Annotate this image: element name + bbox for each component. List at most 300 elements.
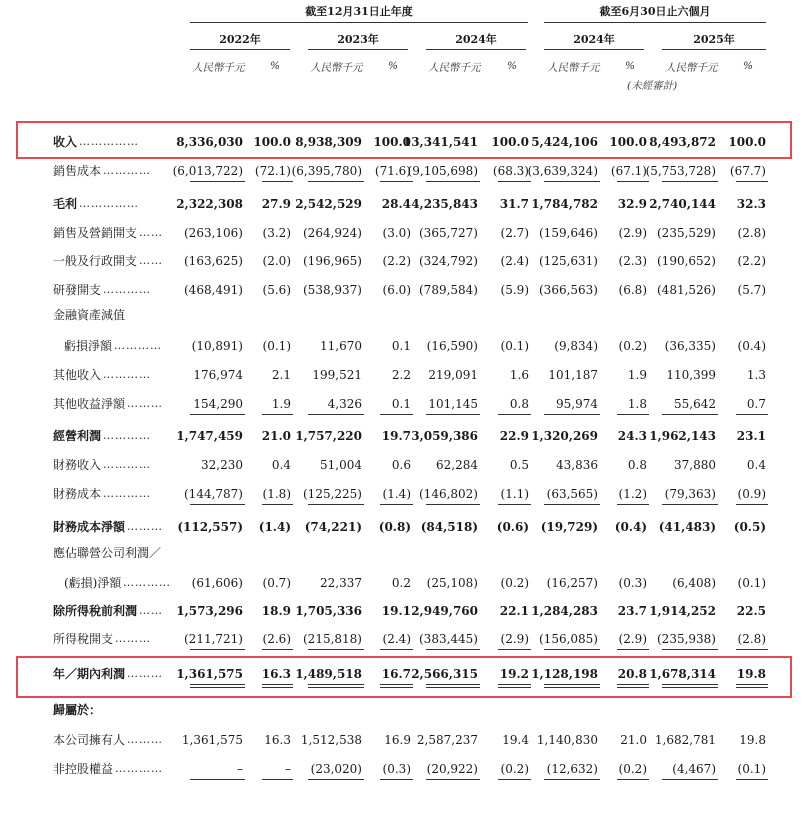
table-row (0, 304, 810, 326)
table-row (0, 758, 810, 780)
table-row (0, 279, 810, 301)
underline (262, 414, 293, 415)
percent-cell: (1.4) (382, 487, 411, 501)
percent-cell: 21.0 (261, 429, 291, 443)
amount-cell: (19,729) (540, 520, 598, 534)
percent-cell: (5.6) (262, 283, 291, 297)
year-header-h1-2024: 2024年 (573, 33, 615, 46)
underline (308, 181, 364, 182)
row-leader-dots: ………… (103, 458, 151, 471)
percent-cell: (0.1) (500, 339, 529, 353)
amount-cell: (789,584) (419, 283, 478, 297)
unit-pct-h1-2025: % (743, 60, 753, 72)
underline (190, 181, 245, 182)
amount-cell: 55,642 (674, 397, 716, 411)
row-leader-dots: ………… (115, 762, 163, 775)
percent-cell: 16.9 (384, 733, 411, 747)
table-row (0, 222, 810, 244)
amount-cell: (74,221) (304, 520, 362, 534)
row-label: 本公司擁有人 (53, 733, 126, 747)
underline (426, 414, 480, 415)
row-leader-dots: ………… (103, 283, 151, 296)
percent-cell: 2.2 (391, 368, 411, 382)
unit-pct-2024: % (507, 60, 517, 72)
percent-cell: (72.1) (254, 164, 291, 178)
percent-cell: (0.5) (733, 520, 766, 534)
underline (262, 504, 293, 505)
unit-pct-2023: % (388, 60, 398, 72)
percent-cell: (3.2) (262, 226, 291, 240)
amount-cell: (112,557) (177, 520, 243, 534)
percent-cell: 18.9 (261, 604, 291, 618)
fy-group-header: 截至12月31日止年度 (305, 5, 413, 18)
underline (617, 504, 649, 505)
underline (426, 504, 480, 505)
percent-cell: (67.7) (729, 164, 766, 178)
amount-cell: (79,363) (664, 487, 716, 501)
percent-cell: 22.1 (499, 604, 529, 618)
amount-cell: (196,965) (303, 254, 362, 268)
percent-cell: (2.8) (737, 632, 766, 646)
percent-cell: (0.3) (618, 576, 647, 590)
amount-cell: 2,322,308 (176, 197, 243, 211)
amount-cell: (9,105,698) (407, 164, 478, 178)
year-header-2023: 2023年 (337, 33, 379, 46)
amount-cell: (144,787) (184, 487, 243, 501)
percent-cell: 19.8 (739, 733, 766, 747)
amount-cell: 1,914,252 (649, 604, 716, 618)
amount-cell: (16,257) (546, 576, 598, 590)
percent-cell: 19.1 (381, 604, 411, 618)
amount-cell: (6,395,780) (291, 164, 362, 178)
percent-cell: (2.9) (500, 632, 529, 646)
percent-cell: (0.1) (737, 762, 766, 776)
underline (308, 414, 364, 415)
row-label: 金融資產減值 (53, 308, 126, 322)
amount-cell: 1,489,518 (295, 667, 362, 681)
year-rule-h1-2025 (662, 49, 766, 50)
amount-cell: (235,529) (657, 226, 716, 240)
row-label: 財務成本淨額 (53, 520, 126, 534)
amount-cell: (159,646) (539, 226, 598, 240)
underline (498, 181, 531, 182)
table-row (0, 425, 810, 447)
percent-cell: (0.3) (382, 762, 411, 776)
underline (308, 649, 364, 650)
amount-cell: (6,013,722) (172, 164, 243, 178)
percent-cell: (5.9) (500, 283, 529, 297)
unit-rmb-2022: 人民幣千元 (192, 62, 245, 74)
underline (308, 779, 364, 780)
amount-cell: – (237, 762, 243, 776)
percent-cell: 0.1 (391, 397, 411, 411)
underline (736, 649, 768, 650)
underline (380, 649, 413, 650)
amount-cell: 1,747,459 (176, 429, 243, 443)
amount-cell: 154,290 (193, 397, 243, 411)
percent-cell: 19.2 (499, 667, 529, 681)
amount-cell: 1,284,283 (531, 604, 598, 618)
amount-cell: 1,128,198 (531, 667, 598, 681)
row-label: 研發開支 (53, 283, 102, 297)
percent-cell: 16.3 (264, 733, 291, 747)
underline (617, 414, 649, 415)
table-row (0, 454, 810, 476)
amount-cell: 2,949,760 (411, 604, 478, 618)
amount-cell: 8,493,872 (649, 135, 716, 149)
year-header-2022: 2022年 (219, 33, 261, 46)
amount-cell: (156,085) (539, 632, 598, 646)
percent-cell: (0.2) (618, 762, 647, 776)
percent-cell: 2.1 (271, 368, 291, 382)
percent-cell: 16.7 (381, 667, 411, 681)
percent-cell: 19.7 (381, 429, 411, 443)
table-row (0, 335, 810, 357)
amount-cell: (146,802) (419, 487, 478, 501)
amount-cell: (9,834) (554, 339, 598, 353)
percent-cell: 21.0 (620, 733, 647, 747)
underline (617, 779, 649, 780)
amount-cell: (23,020) (310, 762, 362, 776)
table-row (0, 364, 810, 386)
percent-cell: (0.1) (262, 339, 291, 353)
amount-cell: (263,106) (184, 226, 243, 240)
amount-cell: (163,625) (184, 254, 243, 268)
amount-cell: (383,445) (419, 632, 478, 646)
percent-cell: 0.6 (391, 458, 411, 472)
underline (498, 414, 531, 415)
row-label: 銷售及營銷開支 (53, 226, 138, 240)
underline (544, 181, 600, 182)
percent-cell: (2.9) (618, 632, 647, 646)
table-row (0, 193, 810, 215)
amount-cell: 1,682,781 (654, 733, 716, 747)
table-row (0, 600, 810, 622)
percent-cell: 100.0 (609, 135, 647, 149)
percent-cell: (2.9) (618, 226, 647, 240)
percent-cell: (6.8) (618, 283, 647, 297)
percent-cell: (0.8) (378, 520, 411, 534)
underline (426, 649, 480, 650)
amount-cell: (10,891) (191, 339, 243, 353)
amount-cell: 95,974 (556, 397, 598, 411)
amount-cell: 2,542,529 (295, 197, 362, 211)
amount-cell: 1,757,220 (295, 429, 362, 443)
percent-cell: (0.4) (737, 339, 766, 353)
row-label: 除所得稅前利潤 (53, 604, 138, 618)
amount-cell: (84,518) (420, 520, 478, 534)
row-leader-dots: ………… (103, 164, 151, 177)
row-leader-dots: ………… (123, 576, 171, 589)
row-leader-dots: …………… (79, 197, 139, 210)
unit-rmb-2023: 人民幣千元 (310, 62, 363, 74)
percent-cell: 1.3 (746, 368, 766, 382)
amount-cell: (25,108) (426, 576, 478, 590)
amount-cell: 32,230 (201, 458, 243, 472)
amount-cell: (538,937) (303, 283, 362, 297)
percent-cell: 16.3 (261, 667, 291, 681)
percent-cell: (6.0) (382, 283, 411, 297)
amount-cell: (190,652) (657, 254, 716, 268)
percent-cell: 1.9 (627, 368, 647, 382)
amount-cell: (41,483) (658, 520, 716, 534)
row-label: 經營利潤 (53, 429, 102, 443)
percent-cell: (2.3) (618, 254, 647, 268)
percent-cell: (1.2) (618, 487, 647, 501)
highlight-revenue-row (16, 121, 792, 159)
h1-group-rule (544, 22, 766, 23)
percent-cell: (0.2) (618, 339, 647, 353)
amount-cell: 11,670 (320, 339, 362, 353)
underline (736, 181, 768, 182)
percent-cell: (2.2) (382, 254, 411, 268)
underline (190, 649, 245, 650)
amount-cell: (12,632) (546, 762, 598, 776)
percent-cell: 20.8 (617, 667, 647, 681)
row-label: 所得稅開支 (53, 632, 114, 646)
unit-pct-2022: % (270, 60, 280, 72)
percent-cell: 22.9 (499, 429, 529, 443)
percent-cell: 0.7 (746, 397, 766, 411)
amount-cell: (63,565) (546, 487, 598, 501)
percent-cell: (2.4) (500, 254, 529, 268)
percent-cell: (1.8) (262, 487, 291, 501)
amount-cell: 110,399 (666, 368, 716, 382)
underline (544, 504, 600, 505)
row-label: 銷售成本 (53, 164, 102, 178)
row-label: 財務收入 (53, 458, 102, 472)
percent-cell: 19.8 (736, 667, 766, 681)
percent-cell: 0.1 (391, 339, 411, 353)
percent-cell: (0.9) (737, 487, 766, 501)
underline (380, 504, 413, 505)
underline (736, 414, 768, 415)
underline (498, 504, 531, 505)
underline (380, 414, 413, 415)
amount-cell: (61,606) (191, 576, 243, 590)
percent-cell: (68.3) (492, 164, 529, 178)
percent-cell: (71.6) (374, 164, 411, 178)
table-row (0, 250, 810, 272)
percent-cell: 19.4 (502, 733, 529, 747)
amount-cell: (36,335) (664, 339, 716, 353)
row-leader-dots: ……… (127, 520, 163, 533)
row-leader-dots: …… (139, 254, 163, 267)
underline (617, 649, 649, 650)
row-leader-dots: ………… (103, 487, 151, 500)
unaudited-note: (未經審計) (627, 80, 678, 92)
percent-cell: 100.0 (728, 135, 766, 149)
unit-rmb-2024: 人民幣千元 (428, 62, 481, 74)
row-label: 其他收益淨額 (53, 397, 126, 411)
percent-cell: – (285, 762, 291, 776)
table-row (0, 699, 810, 721)
underline (662, 414, 718, 415)
amount-cell: 5,424,106 (531, 135, 598, 149)
percent-cell: (0.7) (262, 576, 291, 590)
amount-cell: 1,140,830 (536, 733, 598, 747)
row-leader-dots: ……… (127, 397, 163, 410)
percent-cell: 0.4 (746, 458, 766, 472)
percent-cell: 32.9 (617, 197, 647, 211)
amount-cell: 101,187 (548, 368, 598, 382)
table-row (0, 628, 810, 650)
table-row (0, 516, 810, 538)
percent-cell: 0.8 (509, 397, 529, 411)
percent-cell: 22.5 (736, 604, 766, 618)
percent-cell: (1.4) (258, 520, 291, 534)
year-rule-2022 (190, 49, 290, 50)
row-label: 其他收入 (53, 368, 102, 382)
underline (662, 649, 718, 650)
amount-cell: 8,336,030 (176, 135, 243, 149)
percent-cell: 1.9 (271, 397, 291, 411)
row-leader-dots: ………… (103, 368, 151, 381)
amount-cell: (125,225) (303, 487, 362, 501)
amount-cell: 1,361,575 (176, 667, 243, 681)
amount-cell: 176,974 (193, 368, 243, 382)
amount-cell: (365,727) (419, 226, 478, 240)
amount-cell: 3,059,386 (411, 429, 478, 443)
amount-cell: 219,091 (428, 368, 478, 382)
unit-rmb-h1-2025: 人民幣千元 (665, 62, 718, 74)
amount-cell: (3,639,324) (527, 164, 598, 178)
underline (190, 414, 245, 415)
amount-cell: 1,784,782 (531, 197, 598, 211)
row-leader-dots: …………… (79, 135, 139, 148)
amount-cell: (215,818) (303, 632, 362, 646)
amount-cell: (264,924) (303, 226, 362, 240)
percent-cell: 28.4 (381, 197, 411, 211)
amount-cell: 1,573,296 (176, 604, 243, 618)
unit-rmb-h1-2024: 人民幣千元 (547, 62, 600, 74)
percent-cell: 100.0 (491, 135, 529, 149)
row-label: 收入 (53, 135, 78, 149)
amount-cell: (16,590) (426, 339, 478, 353)
row-label: 虧損淨額 (64, 339, 113, 353)
amount-cell: 13,341,541 (402, 135, 478, 149)
row-label: 年／期內利潤 (53, 667, 126, 681)
amount-cell: (20,922) (426, 762, 478, 776)
percent-cell: 0.8 (627, 458, 647, 472)
table-row (0, 483, 810, 505)
percent-cell: 100.0 (253, 135, 291, 149)
row-label: 財務成本 (53, 487, 102, 501)
amount-cell: (366,563) (539, 283, 598, 297)
amount-cell: 22,337 (320, 576, 362, 590)
underline (544, 414, 600, 415)
percent-cell: 23.7 (617, 604, 647, 618)
amount-cell: 1,320,269 (531, 429, 598, 443)
amount-cell: 4,326 (327, 397, 362, 411)
percent-cell: (2.0) (262, 254, 291, 268)
amount-cell: (6,408) (672, 576, 716, 590)
percent-cell: 24.3 (617, 429, 647, 443)
table-row (0, 393, 810, 415)
amount-cell: (211,721) (184, 632, 243, 646)
underline (498, 779, 531, 780)
row-label: 應佔聯營公司利潤／ (53, 546, 162, 560)
percent-cell: (0.2) (500, 762, 529, 776)
underline (262, 779, 293, 780)
year-rule-2023 (308, 49, 408, 50)
amount-cell: 1,705,336 (295, 604, 362, 618)
percent-cell: 0.2 (391, 576, 411, 590)
table-row (0, 542, 810, 564)
underline (617, 181, 649, 182)
year-rule-h1-2024 (544, 49, 644, 50)
highlight-profit-row (16, 656, 792, 698)
percent-cell: 27.9 (261, 197, 291, 211)
row-leader-dots: ………… (114, 339, 162, 352)
percent-cell: (0.2) (500, 576, 529, 590)
row-label: 一般及行政開支 (53, 254, 138, 268)
percent-cell: 0.5 (509, 458, 529, 472)
h1-group-header: 截至6月30日止六個月 (599, 5, 711, 18)
percent-cell: (2.8) (737, 226, 766, 240)
percent-cell: (2.7) (500, 226, 529, 240)
row-leader-dots: ……… (115, 632, 151, 645)
amount-cell: (4,467) (672, 762, 716, 776)
underline (380, 181, 413, 182)
row-label: 毛利 (53, 197, 78, 211)
amount-cell: 8,938,309 (295, 135, 362, 149)
percent-cell: 31.7 (499, 197, 529, 211)
amount-cell: 101,145 (428, 397, 478, 411)
row-leader-dots: ……… (127, 733, 163, 746)
underline (190, 504, 245, 505)
row-label: 歸屬於： (53, 703, 102, 717)
amount-cell: (5,753,728) (645, 164, 716, 178)
fy-group-rule (190, 22, 528, 23)
percent-cell: 0.4 (271, 458, 291, 472)
underline (190, 779, 245, 780)
underline (380, 779, 413, 780)
percent-cell: (0.6) (496, 520, 529, 534)
underline (736, 779, 768, 780)
percent-cell: (1.1) (500, 487, 529, 501)
table-row (0, 572, 810, 594)
underline (662, 779, 718, 780)
underline (544, 649, 600, 650)
table-row (0, 729, 810, 751)
amount-cell: (324,792) (419, 254, 478, 268)
percent-cell: 32.3 (736, 197, 766, 211)
underline (736, 504, 768, 505)
row-leader-dots: …… (139, 604, 163, 617)
percent-cell: (2.4) (382, 632, 411, 646)
row-leader-dots: ……… (127, 667, 163, 680)
underline (308, 504, 364, 505)
amount-cell: 1,361,575 (181, 733, 243, 747)
year-header-2024: 2024年 (455, 33, 497, 46)
amount-cell: 2,740,144 (649, 197, 716, 211)
amount-cell: 37,880 (674, 458, 716, 472)
underline (662, 181, 718, 182)
percent-cell: (2.2) (737, 254, 766, 268)
table-row (0, 160, 810, 182)
underline (426, 779, 480, 780)
percent-cell: 1.6 (509, 368, 529, 382)
underline (498, 649, 531, 650)
amount-cell: 4,235,843 (411, 197, 478, 211)
underline (426, 181, 480, 182)
amount-cell: 199,521 (312, 368, 362, 382)
amount-cell: (468,491) (184, 283, 243, 297)
amount-cell: 51,004 (320, 458, 362, 472)
percent-cell: 23.1 (736, 429, 766, 443)
amount-cell: 2,566,315 (411, 667, 478, 681)
